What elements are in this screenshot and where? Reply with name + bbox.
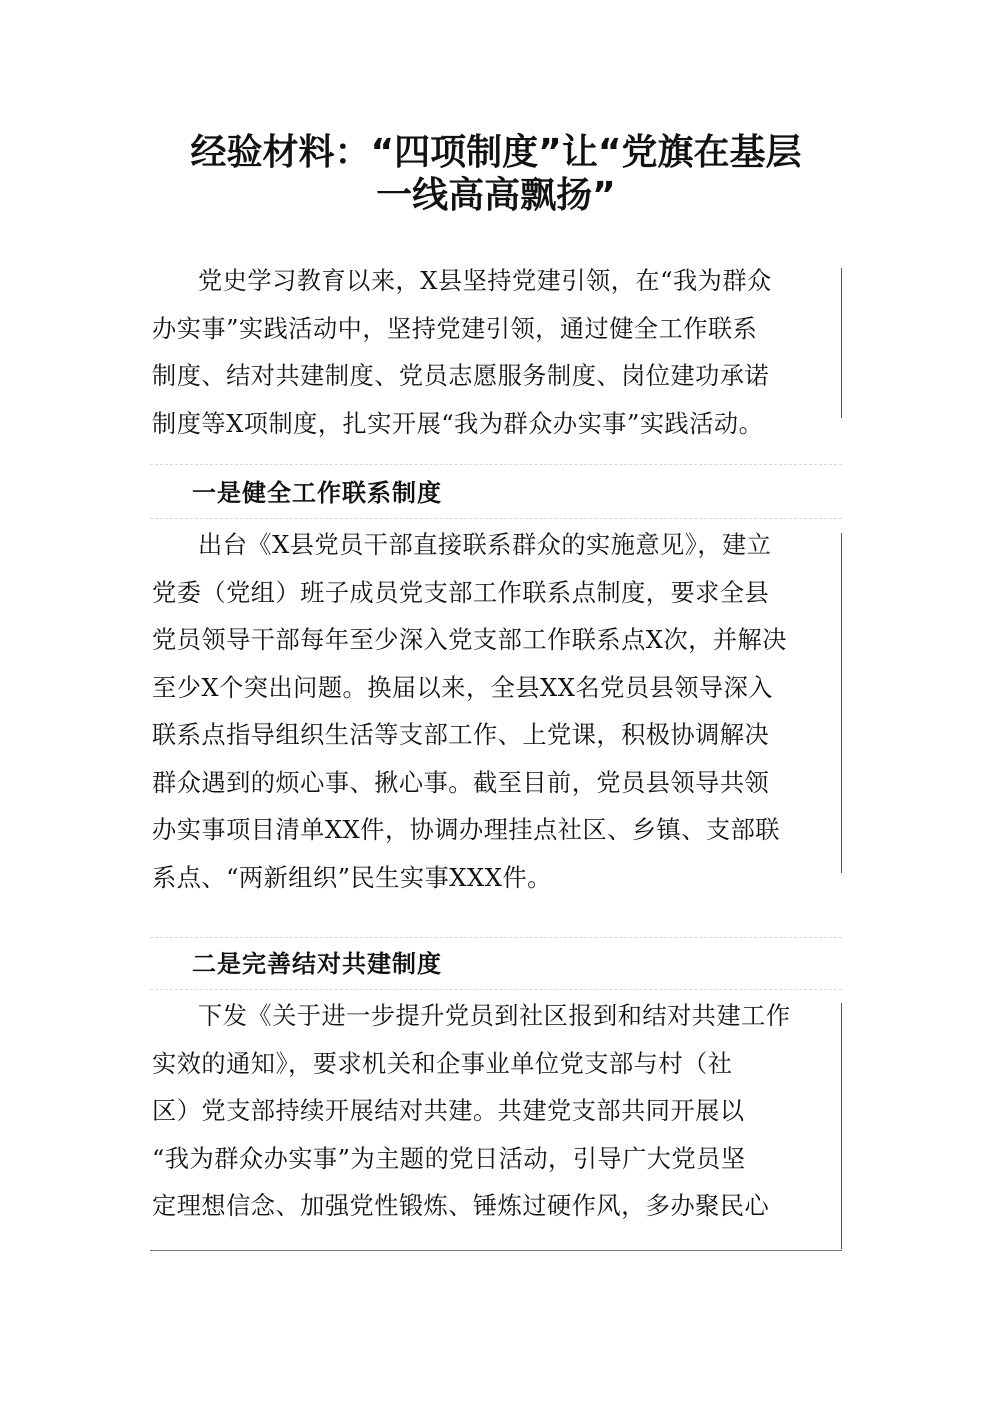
paragraph-separator [150, 937, 842, 938]
intro-line: 党史学习教育以来，X县坚持党建引领，在“我为群众 [198, 267, 772, 295]
right-margin-bar [841, 268, 842, 418]
section-2-line: 实效的通知》，要求机关和企事业单位党支部与村（社 [152, 1049, 733, 1078]
section-2-paragraph [152, 993, 840, 1231]
section-1-paragraph [152, 522, 840, 902]
section-1-line: 群众遇到的烦心事、揪心事。截至目前，党员县领导共领 [152, 768, 770, 797]
section-2-line: “我为群众办实事”为主题的党日活动，引导广大党员坚 [152, 1144, 746, 1173]
right-margin-bar [841, 1003, 842, 1249]
paragraph-separator [150, 989, 842, 990]
section-2-heading: 二是完善结对共建制度 [192, 950, 442, 978]
section-1-line: 系点、“两新组织”民生实事XXX件。 [152, 863, 552, 892]
section-2-line: 区）党支部持续开展结对共建。共建党支部共同开展以 [152, 1097, 745, 1125]
intro-line: 办实事”实践活动中，坚持党建引领，通过健全工作联系 [152, 314, 758, 343]
section-1-line: 出台《X县党员干部直接联系群众的实施意见》，建立 [198, 531, 772, 559]
paragraph-separator [150, 464, 842, 465]
section-1-line: 党委（党组）班子成员党支部工作联系点制度，要求全县 [152, 578, 770, 607]
section-1-line: 联系点指导组织生活等支部工作、上党课，积极协调解决 [152, 721, 770, 749]
section-2-line: 定理想信念、加强党性锻炼、锤炼过硬作风，多办聚民心 [152, 1192, 770, 1220]
document-title-line-1: 经验材料：“四项制度”让“党旗在基层 [190, 132, 802, 173]
section-2-line: 下发《关于进一步提升党员到社区报到和结对共建工作 [198, 1002, 791, 1030]
intro-paragraph [152, 258, 840, 448]
section-1-heading: 一是健全工作联系制度 [192, 479, 442, 507]
page-bottom-rule [150, 1250, 842, 1251]
document-title-line-2: 一线高高飘扬” [376, 175, 616, 216]
right-margin-bar [841, 533, 842, 873]
section-1-line: 党员领导干部每年至少深入党支部工作联系点X次，并解决 [152, 626, 787, 654]
paragraph-separator [150, 518, 842, 519]
section-1-line: 至少X个突出问题。换届以来，全县XX名党员县领导深入 [152, 673, 773, 702]
intro-line: 制度、结对共建制度、党员志愿服务制度、岗位建功承诺 [152, 362, 770, 390]
intro-line: 制度等X项制度，扎实开展“我为群众办实事”实践活动。 [152, 409, 764, 438]
section-1-line: 办实事项目清单XX件，协调办理挂点社区、乡镇、支部联 [152, 816, 780, 844]
